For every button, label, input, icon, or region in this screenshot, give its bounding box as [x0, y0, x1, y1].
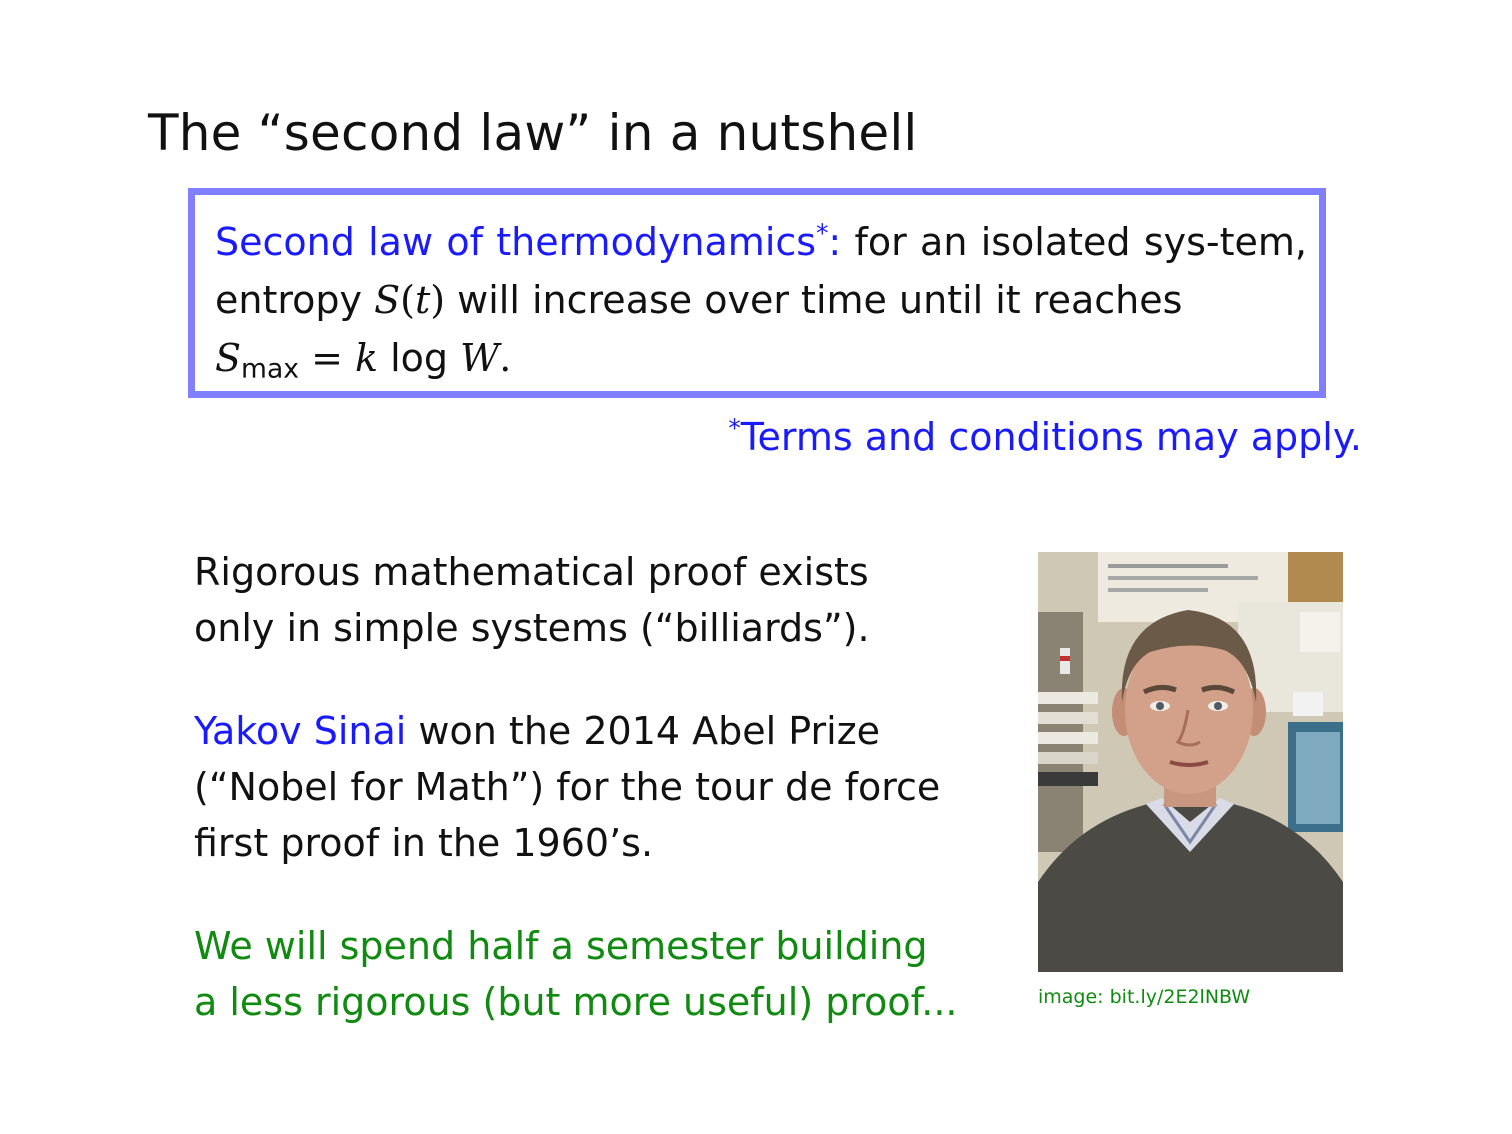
right-pupil [1214, 702, 1222, 710]
p2-line2: (“Nobel for Math”) for the tour de force [194, 765, 941, 809]
p1-line2: only in simple systems (“billiards”). [194, 606, 870, 650]
second-law-statement [215, 213, 1307, 387]
terms-footnote [728, 415, 1362, 459]
law-label-text: Second law of thermodynamics [215, 220, 817, 264]
law-body-post: will increase over time until it reaches [445, 278, 1183, 322]
log-word: log [378, 336, 461, 380]
lighthouse-stripe [1060, 656, 1070, 661]
image-caption: image: bit.ly/2E2lNBW [1038, 986, 1251, 1008]
p1-line1: Rigorous mathematical proof exists [194, 550, 869, 594]
law-label [215, 220, 841, 264]
second-law-box [188, 188, 1326, 398]
paragraph-sinai [194, 703, 984, 871]
boltzmann-k: k [355, 336, 379, 380]
law-colon: : [828, 220, 842, 264]
terms-asterisk: * [728, 413, 741, 443]
law-body-pre: for an isolated sys-tem, entropy [215, 220, 1307, 322]
tray [1038, 772, 1098, 786]
portrait-illustration [1038, 552, 1343, 972]
p2-line1-rest: won the 2014 Abel Prize [406, 709, 881, 753]
paragraph-proof-exists [194, 544, 984, 656]
p3-line2: a less rigorous (but more useful) proof... [194, 980, 958, 1024]
p2-line1 [194, 703, 984, 759]
terms-text: Terms and conditions may apply. [740, 415, 1362, 459]
law-asterisk: * [816, 218, 829, 248]
monitor-label [1293, 692, 1323, 716]
paper-stack [1038, 732, 1098, 744]
notice-line [1108, 564, 1228, 568]
law-period: . [499, 336, 512, 380]
portrait-photo [1038, 552, 1343, 972]
slide-title: The “second law” in a nutshell [148, 104, 918, 162]
sinai-name: Yakov Sinai [194, 709, 407, 753]
smax-subscript: max [241, 353, 299, 385]
p3-line1: We will spend half a semester building [194, 924, 928, 968]
open-paren: ( [400, 278, 415, 322]
notice-line [1108, 576, 1258, 580]
entropy-symbol: S [374, 278, 401, 322]
smax-symbol: S [215, 336, 242, 380]
equals-sign: = [299, 336, 355, 380]
notice-line [1108, 588, 1208, 592]
paragraph-semester [194, 918, 984, 1030]
close-paren: ) [430, 278, 446, 322]
p2-line3: first proof in the 1960’s. [194, 821, 654, 865]
pinned-note [1300, 612, 1340, 652]
paper-stack [1038, 752, 1098, 764]
paper-stack [1038, 692, 1098, 704]
paper-stack [1038, 712, 1098, 724]
microstates-w: W [460, 336, 500, 380]
corkboard [1288, 552, 1343, 602]
time-symbol: t [414, 278, 431, 322]
left-pupil [1156, 702, 1164, 710]
monitor-screen [1296, 732, 1340, 824]
